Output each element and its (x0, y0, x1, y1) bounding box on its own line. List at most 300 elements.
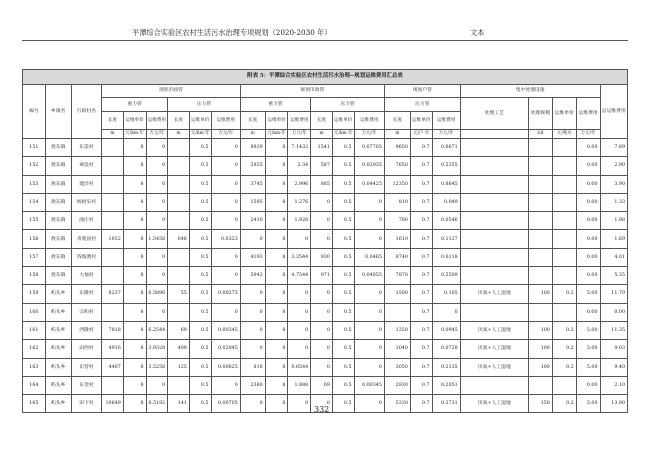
row-central-unit-price (552, 193, 576, 211)
row-household-fee: 0.1127 (432, 230, 460, 248)
col-header-unit-price: 运维单价 (189, 112, 211, 130)
unit-yuan-km-yr: 元/km·年 (332, 130, 354, 139)
table-row (23, 321, 628, 339)
row-process (460, 139, 528, 157)
row-pressure-fee: 0 (211, 139, 240, 157)
row-no: 153 (23, 175, 46, 193)
row-process: 厌氧+人工湿地 (460, 395, 528, 413)
row-pressure-unit-price: 0.5 (189, 376, 211, 394)
row-town: 屿头乡 (45, 340, 71, 358)
col-header-unit-price: 运维单价 (410, 112, 432, 130)
row-pressure-unit-price: 0.5 (189, 303, 211, 321)
row-central-unit-price (552, 248, 576, 266)
row-planned-gravity-unit-price: 8 (265, 267, 288, 285)
row-town: 敖东镇 (45, 230, 71, 248)
row-gravity-length (102, 248, 124, 266)
row-planned-gravity-length: 0 (240, 340, 265, 358)
unit-m: m (102, 130, 124, 139)
row-pressure-unit-price: 0.5 (189, 157, 211, 175)
row-total: 2.90 (600, 157, 627, 175)
col-header-unit-price: 运维单价 (332, 112, 354, 130)
row-pressure-fee: 0 (211, 193, 240, 211)
row-planned-pressure-unit-price: 0.5 (332, 285, 354, 303)
row-planned-gravity-fee: 3.3544 (288, 248, 311, 266)
row-gravity-unit-price: 8 (123, 212, 146, 230)
row-pressure-unit-price: 0.5 (189, 395, 211, 413)
row-household-unit-price: 0.7 (410, 175, 432, 193)
row-planned-pressure-length: 971 (311, 267, 333, 285)
row-planned-pressure-fee: 0 (354, 303, 384, 321)
row-pressure-unit-price: 0.5 (189, 230, 211, 248)
row-planned-gravity-fee: 1.276 (288, 193, 311, 211)
row-gravity-length (102, 175, 124, 193)
row-planned-gravity-fee: 0 (288, 321, 311, 339)
row-household-length (384, 303, 410, 321)
row-planned-gravity-length: 8929 (240, 139, 265, 157)
row-household-length: 810 (384, 193, 410, 211)
row-village: 建洋村 (71, 175, 101, 193)
row-planned-pressure-length: 0 (311, 358, 333, 376)
row-planned-pressure-unit-price: 0.5 (332, 358, 354, 376)
row-planned-pressure-unit-price: 0.5 (332, 321, 354, 339)
row-planned-gravity-length: 0 (240, 230, 265, 248)
row-planned-gravity-unit-price: 8 (265, 230, 288, 248)
row-scale (529, 175, 553, 193)
row-village: 田下村 (71, 395, 101, 413)
row-planned-gravity-unit-price: 8 (265, 139, 288, 157)
row-household-length: 2930 (384, 376, 410, 394)
row-planned-pressure-length: 587 (311, 157, 333, 175)
row-no: 158 (23, 267, 46, 285)
row-planned-gravity-unit-price: 8 (265, 212, 288, 230)
row-no: 155 (23, 212, 46, 230)
header-rule (22, 40, 628, 41)
row-total: 2.10 (600, 376, 627, 394)
row-gravity-length: 4407 (102, 358, 124, 376)
unit-wan-yr: 万元/年 (354, 130, 384, 139)
row-planned-pressure-unit-price: 0.5 (332, 267, 354, 285)
row-household-fee: 0.3731 (432, 395, 460, 413)
row-central-unit-price (552, 139, 576, 157)
row-pressure-fee: 0.00345 (211, 321, 240, 339)
row-gravity-fee: 0 (146, 212, 168, 230)
row-pressure-fee: 0 (211, 212, 240, 230)
row-process (460, 175, 528, 193)
unit-blank (460, 130, 528, 139)
row-central-fee: 0.00 (576, 230, 600, 248)
col-header-no: 编号 (23, 85, 46, 139)
row-planned-pressure-unit-price: 0.5 (332, 139, 354, 157)
row-process (460, 267, 528, 285)
table-row (23, 230, 628, 248)
row-planned-pressure-fee: 0 (354, 395, 384, 413)
row-gravity-length (102, 157, 124, 175)
row-planned-pressure-length: 0 (311, 212, 333, 230)
unit-t-d: t/d (529, 130, 553, 139)
row-pressure-unit-price: 0.5 (189, 267, 211, 285)
row-pressure-unit-price: 0.5 (189, 358, 211, 376)
row-household-length: 1040 (384, 340, 410, 358)
row-planned-pressure-fee: 0.07705 (354, 139, 384, 157)
row-central-fee: 0.00 (576, 193, 600, 211)
row-pressure-length: 141 (168, 395, 190, 413)
row-planned-gravity-unit-price: 8 (265, 285, 288, 303)
col-header-fee: 运维费用 (354, 112, 384, 130)
row-gravity-fee: 0 (146, 267, 168, 285)
unit-yuan-km-yr: 元/km·年 (265, 130, 288, 139)
table-row (23, 248, 628, 266)
row-planned-pressure-fee: 0 (354, 340, 384, 358)
row-pressure-length: 69 (168, 321, 190, 339)
row-town: 敖东镇 (45, 267, 71, 285)
table-row (23, 157, 628, 175)
row-planned-gravity-length: 818 (240, 358, 265, 376)
row-town: 敖东镇 (45, 139, 71, 157)
row-pressure-unit-price: 0.5 (189, 321, 211, 339)
row-planned-gravity-length: 2925 (240, 157, 265, 175)
row-gravity-unit-price: 8 (123, 175, 146, 193)
table-row (23, 139, 628, 157)
col-header-planned-pipe: 规划市政管 (240, 85, 384, 98)
row-planned-pressure-length: 0 (311, 395, 333, 413)
row-central-unit-price: 0.2 (552, 285, 576, 303)
row-no: 161 (23, 321, 46, 339)
row-process: 厌氧+人工湿地 (460, 340, 528, 358)
row-pressure-fee: 0.0323 (211, 230, 240, 248)
row-planned-pressure-unit-price: 0.5 (332, 376, 354, 394)
row-planned-gravity-length: 0 (240, 303, 265, 321)
row-household-unit-price: 0.7 (410, 340, 432, 358)
row-planned-pressure-fee: 0.02935 (354, 157, 384, 175)
row-planned-gravity-fee: 2.996 (288, 175, 311, 193)
row-central-unit-price (552, 230, 576, 248)
row-total: 9.40 (600, 358, 627, 376)
row-household-length: 780 (384, 212, 410, 230)
row-planned-pressure-fee: 0 (354, 321, 384, 339)
row-village: 东隆村 (71, 285, 101, 303)
row-planned-pressure-length: 69 (311, 376, 333, 394)
row-household-fee: 0.5509 (432, 267, 460, 285)
row-household-fee: 0.0728 (432, 340, 460, 358)
row-village: 青观顶村 (71, 230, 101, 248)
col-header-central-facility: 集中处理设施 (460, 85, 600, 98)
row-gravity-unit-price: 8 (123, 303, 146, 321)
row-household-fee: 0.2051 (432, 376, 460, 394)
row-pressure-unit-price: 0.5 (189, 285, 211, 303)
row-planned-pressure-fee: 0.04855 (354, 267, 384, 285)
row-central-fee: 5.00 (576, 358, 600, 376)
document-type-label: 文本 (470, 28, 485, 37)
row-pressure-fee: 0.00275 (211, 285, 240, 303)
row-gravity-fee: 0 (146, 193, 168, 211)
row-planned-pressure-unit-price: 0.5 (332, 395, 354, 413)
row-pressure-length (168, 376, 190, 394)
row-planned-gravity-fee: 2.34 (288, 157, 311, 175)
row-household-length: 1350 (384, 321, 410, 339)
col-header-pressure-2: 压力管 (311, 98, 385, 112)
row-planned-pressure-length: 0 (311, 303, 333, 321)
row-planned-pressure-unit-price: 0.5 (332, 212, 354, 230)
row-planned-gravity-length: 0 (240, 395, 265, 413)
row-planned-gravity-fee: 0 (288, 230, 311, 248)
row-planned-pressure-unit-price: 0.5 (332, 193, 354, 211)
row-process (460, 248, 528, 266)
row-planned-pressure-length: 0 (311, 230, 333, 248)
row-process (460, 157, 528, 175)
row-gravity-length: 7818 (102, 321, 124, 339)
row-town: 敖东镇 (45, 248, 71, 266)
row-household-length: 3050 (384, 358, 410, 376)
row-gravity-fee: 6.5896 (146, 285, 168, 303)
row-household-fee: 0.049 (432, 193, 460, 211)
row-pressure-fee: 0 (211, 248, 240, 266)
page-number: 332 (314, 405, 330, 414)
row-gravity-fee: 1.5456 (146, 230, 168, 248)
row-planned-pressure-unit-price: 0.5 (332, 303, 354, 321)
row-household-unit-price: 0.7 (410, 212, 432, 230)
col-header-length: 长度 (168, 112, 190, 130)
row-pressure-length (168, 267, 190, 285)
row-pressure-length (168, 193, 190, 211)
row-planned-gravity-length: 2360 (240, 376, 265, 394)
row-household-length: 5330 (384, 395, 410, 413)
row-total: 4.01 (600, 248, 627, 266)
row-total: 11.35 (600, 321, 627, 339)
row-household-length: 7650 (384, 157, 410, 175)
row-town: 屿头乡 (45, 303, 71, 321)
row-pressure-length (168, 212, 190, 230)
row-household-unit-price: 0.7 (410, 267, 432, 285)
row-household-length: 9650 (384, 139, 410, 157)
row-process: 厌氧+人工湿地 (460, 285, 528, 303)
row-planned-gravity-fee: 0.6544 (288, 358, 311, 376)
row-household-length: 7870 (384, 267, 410, 285)
unit-yuan-hu-yr: 元/户·年 (410, 130, 432, 139)
row-planned-pressure-fee: 0 (354, 285, 384, 303)
unit-wan-yr: 万元/年 (211, 130, 240, 139)
row-no: 156 (23, 230, 46, 248)
col-header-central-price: 运维单价 (552, 98, 576, 130)
table-row (23, 193, 628, 211)
row-scale (529, 193, 553, 211)
row-total: 1.33 (600, 193, 627, 211)
col-header-status-pipe: 现状市政管 (102, 85, 241, 98)
row-pressure-length: 55 (168, 285, 190, 303)
row-total: 11.70 (600, 285, 627, 303)
row-total: 0.00 (600, 303, 627, 321)
row-pressure-fee: 0 (211, 175, 240, 193)
row-gravity-unit-price: 8 (123, 285, 146, 303)
unit-wan-yr: 万元/年 (432, 130, 460, 139)
row-household-fee: 0.6118 (432, 248, 460, 266)
row-central-fee: 0.00 (576, 139, 600, 157)
col-header-fee: 运维费用 (432, 112, 460, 130)
col-header-village: 行政村名 (71, 85, 101, 139)
row-household-unit-price: 0.7 (410, 230, 432, 248)
cost-summary-table-wrapper (22, 69, 628, 413)
row-gravity-length: 10649 (102, 395, 124, 413)
row-planned-pressure-length: 0 (311, 340, 333, 358)
row-village: 翠浪村 (71, 157, 101, 175)
row-household-fee: 0.8645 (432, 175, 460, 193)
row-household-unit-price: 0.7 (410, 376, 432, 394)
row-central-fee: 0.00 (576, 175, 600, 193)
row-village: 杨梧头村 (71, 193, 101, 211)
row-no: 151 (23, 139, 46, 157)
row-town: 敖东镇 (45, 193, 71, 211)
row-scale (529, 376, 553, 394)
row-central-fee: 0.00 (576, 303, 600, 321)
row-central-fee: 5.00 (576, 285, 600, 303)
row-pressure-unit-price: 0.5 (189, 340, 211, 358)
row-pressure-unit-price: 0.5 (189, 212, 211, 230)
row-pressure-fee: 0 (211, 157, 240, 175)
row-household-length: 12350 (384, 175, 410, 193)
row-no: 159 (23, 285, 46, 303)
row-planned-pressure-unit-price: 0.5 (332, 157, 354, 175)
col-header-length: 长度 (384, 112, 410, 130)
table-row (23, 340, 628, 358)
row-village: 东渠村 (71, 139, 101, 157)
row-pressure-fee: 0 (211, 376, 240, 394)
row-scale: 100 (529, 285, 553, 303)
row-planned-pressure-fee: 0.04425 (354, 175, 384, 193)
row-village: 曲庄村 (71, 212, 101, 230)
table-row (23, 267, 628, 285)
row-town: 屿头乡 (45, 358, 71, 376)
row-gravity-unit-price: 8 (123, 267, 146, 285)
row-gravity-unit-price: 8 (123, 358, 146, 376)
row-planned-gravity-length: 0 (240, 285, 265, 303)
row-planned-pressure-unit-price: 0.5 (332, 175, 354, 193)
row-gravity-fee: 3.9328 (146, 340, 168, 358)
row-planned-gravity-fee: 1.888 (288, 376, 311, 394)
row-gravity-length (102, 193, 124, 211)
row-household-length: 8740 (384, 248, 410, 266)
row-household-unit-price: 0.7 (410, 358, 432, 376)
row-gravity-unit-price: 8 (123, 395, 146, 413)
row-planned-gravity-fee: 7.1432 (288, 139, 311, 157)
col-header-central-fee: 运维费用 (576, 98, 600, 130)
row-village: 宗屿村 (71, 303, 101, 321)
row-gravity-fee: 6.2544 (146, 321, 168, 339)
col-header-fee: 运维费用 (211, 112, 240, 130)
row-scale: 150 (529, 395, 553, 413)
row-gravity-fee: 0 (146, 175, 168, 193)
row-no: 163 (23, 358, 46, 376)
row-scale (529, 303, 553, 321)
row-gravity-fee: 0 (146, 139, 168, 157)
row-household-unit-price: 0.7 (410, 248, 432, 266)
col-header-total: 总运维费用 (600, 85, 627, 139)
row-household-fee: 0.5355 (432, 157, 460, 175)
row-planned-gravity-length: 4193 (240, 248, 265, 266)
row-planned-gravity-fee: 0 (288, 285, 311, 303)
row-gravity-length (102, 376, 124, 394)
row-planned-gravity-fee: 0 (288, 303, 311, 321)
col-header-length: 长度 (102, 112, 124, 130)
row-total: 5.35 (600, 267, 627, 285)
row-pressure-unit-price: 0.5 (189, 193, 211, 211)
col-header-unit-price: 运维单价 (123, 112, 146, 130)
row-pressure-length (168, 303, 190, 321)
row-central-unit-price (552, 212, 576, 230)
row-scale: 100 (529, 358, 553, 376)
row-central-fee: 0.00 (576, 248, 600, 266)
row-gravity-length (102, 267, 124, 285)
row-central-unit-price (552, 376, 576, 394)
row-gravity-length: 1932 (102, 230, 124, 248)
row-pressure-fee: 0.00625 (211, 358, 240, 376)
row-gravity-length (102, 212, 124, 230)
unit-m: m (311, 130, 333, 139)
row-planned-gravity-length: 5943 (240, 267, 265, 285)
row-process (460, 212, 528, 230)
row-pressure-length: 409 (168, 340, 190, 358)
row-no: 152 (23, 157, 46, 175)
row-central-unit-price (552, 303, 576, 321)
row-planned-pressure-fee: 0 (354, 193, 384, 211)
row-planned-gravity-fee: 1.928 (288, 212, 311, 230)
row-total: 1.98 (600, 212, 627, 230)
row-household-fee: 0.105 (432, 285, 460, 303)
row-planned-gravity-unit-price: 8 (265, 175, 288, 193)
row-planned-pressure-length: 0 (311, 193, 333, 211)
row-central-fee: 5.00 (576, 395, 600, 413)
row-total: 7.89 (600, 139, 627, 157)
row-planned-gravity-length: 0 (240, 321, 265, 339)
row-process (460, 303, 528, 321)
row-planned-pressure-fee: 0 (354, 358, 384, 376)
row-planned-gravity-length: 3745 (240, 175, 265, 193)
row-process (460, 376, 528, 394)
row-household-unit-price: 0.7 (410, 303, 432, 321)
row-planned-gravity-unit-price: 8 (265, 340, 288, 358)
col-header-household-pipe: 规划户管 (384, 85, 460, 98)
row-no: 164 (23, 376, 46, 394)
row-town: 敖东镇 (45, 157, 71, 175)
col-header-unit-price: 运维单价 (265, 112, 288, 130)
row-gravity-unit-price: 8 (123, 157, 146, 175)
row-total: 3.90 (600, 175, 627, 193)
cost-summary-table (22, 69, 628, 413)
row-planned-gravity-unit-price: 8 (265, 193, 288, 211)
row-pressure-fee: 0.00705 (211, 395, 240, 413)
table-row (23, 212, 628, 230)
row-household-unit-price: 0.7 (410, 193, 432, 211)
row-scale (529, 267, 553, 285)
row-town: 屿头乡 (45, 285, 71, 303)
row-pressure-length (168, 248, 190, 266)
row-planned-pressure-fee: 0.0465 (354, 248, 384, 266)
row-gravity-fee: 0 (146, 303, 168, 321)
row-scale (529, 139, 553, 157)
row-central-unit-price: 0.2 (552, 321, 576, 339)
col-header-scale: 处理规模 (529, 98, 553, 130)
row-planned-pressure-length: 0 (311, 321, 333, 339)
row-planned-pressure-length: 930 (311, 248, 333, 266)
unit-m: m (384, 130, 410, 139)
row-planned-gravity-fee: 4.7544 (288, 267, 311, 285)
row-central-unit-price (552, 157, 576, 175)
row-planned-gravity-unit-price: 8 (265, 157, 288, 175)
row-central-fee: 0.00 (576, 212, 600, 230)
row-process (460, 193, 528, 211)
row-gravity-length: 4916 (102, 340, 124, 358)
row-central-fee: 0.00 (576, 376, 600, 394)
row-process: 厌氧+人工湿地 (460, 321, 528, 339)
row-scale: 100 (529, 321, 553, 339)
